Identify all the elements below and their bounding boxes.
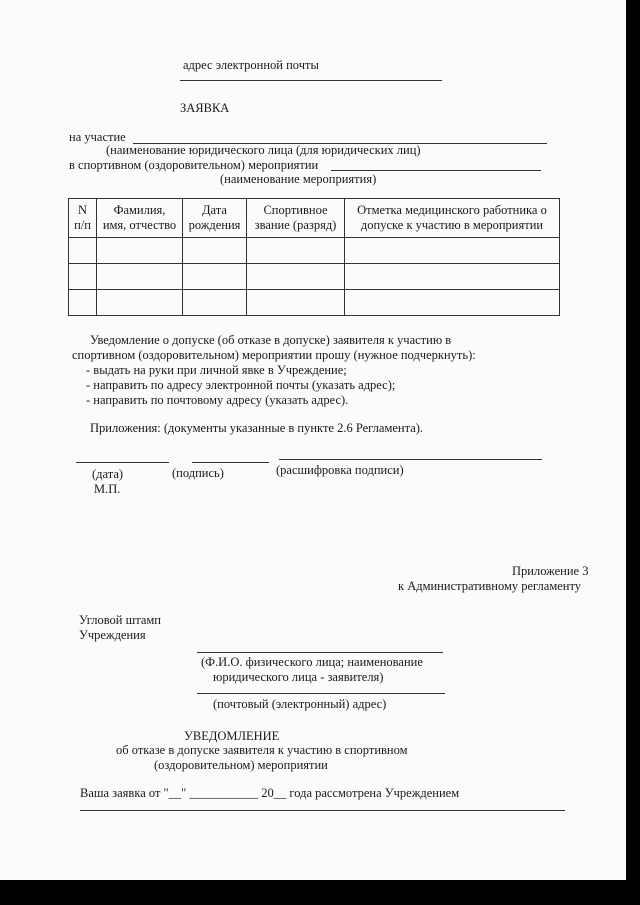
appendix-subtitle: к Административному регламенту — [398, 579, 582, 593]
table-cell — [345, 238, 560, 264]
table-cell — [247, 264, 345, 290]
sign-decoding-label: (расшифровка подписи) — [276, 463, 404, 477]
email-line — [180, 80, 442, 81]
header-full-name: Фамилия, имя, отчество — [97, 199, 183, 238]
date-line — [76, 462, 169, 463]
header-medical-mark: Отметка медицинского работника о допуске к участию в мероприятии — [345, 199, 560, 238]
table-row — [69, 264, 560, 290]
table-header-row — [69, 199, 560, 238]
application-title: ЗАЯВКА — [180, 101, 230, 115]
signature-line — [192, 462, 269, 463]
header-number: N п/п — [69, 199, 97, 238]
event-hint: (наименование мероприятия) — [220, 172, 377, 186]
email-label: адрес электронной почты — [183, 58, 319, 72]
notification-subtitle-2: (оздоровительном) мероприятии — [154, 758, 328, 772]
notification-body-line — [80, 810, 565, 811]
address-line — [197, 693, 445, 694]
notice-line-1: Уведомление о допуске (об отказе в допуске) заявителя к участию в — [90, 333, 452, 347]
sign-signature-label: (подпись) — [172, 466, 224, 480]
decoding-line — [279, 459, 542, 460]
event-line — [331, 170, 541, 171]
table-cell — [97, 238, 183, 264]
stamp-line-1: Угловой штамп — [79, 613, 162, 627]
event-prefix: в спортивном (оздоровительном) мероприятии — [69, 158, 319, 172]
table-cell — [69, 238, 97, 264]
table-cell — [183, 290, 247, 316]
participation-prefix: на участие — [69, 130, 126, 144]
option-post: - направить по почтовому адресу (указать адрес). — [86, 393, 349, 407]
header-sport-rank: Спортивное звание (разряд) — [247, 199, 345, 238]
notification-subtitle-1: об отказе в допуске заявителя к участию в спортивном — [116, 743, 408, 757]
table-cell — [69, 290, 97, 316]
sign-date-label: (дата) — [92, 467, 124, 481]
table-cell — [183, 238, 247, 264]
table-cell — [69, 264, 97, 290]
appendix-title: Приложение 3 — [512, 564, 589, 578]
applicant-line — [197, 652, 443, 653]
table-row — [69, 238, 560, 264]
table-cell — [345, 264, 560, 290]
applicant-hint-1: (Ф.И.О. физического лица; наименование — [201, 655, 423, 669]
table-cell — [247, 290, 345, 316]
legal-entity-hint: (наименование юридического лица (для юридических лиц) — [106, 143, 421, 157]
stamp-line-2: Учреждения — [79, 628, 146, 642]
table-cell — [183, 264, 247, 290]
option-in-person: - выдать на руки при личной явке в Учреждение; — [86, 363, 347, 377]
table-cell — [97, 290, 183, 316]
table-cell — [247, 238, 345, 264]
table-cell — [345, 290, 560, 316]
notification-title: УВЕДОМЛЕНИЕ — [184, 729, 280, 743]
applicant-hint-2: юридического лица - заявителя) — [213, 670, 384, 684]
seal-label: М.П. — [94, 482, 121, 496]
notice-line-2: спортивном (оздоровительном) мероприятии прошу (нужное подчеркнуть): — [72, 348, 476, 362]
attachments-text: Приложения: (документы указанные в пункте 2.6 Регламента). — [90, 421, 424, 435]
header-birth-date: Дата рождения — [183, 199, 247, 238]
option-email: - направить по адресу электронной почты (указать адрес); — [86, 378, 396, 392]
address-hint: (почтовый (электронный) адрес) — [213, 697, 387, 711]
participants-table — [68, 198, 560, 316]
table-row — [69, 290, 560, 316]
table-cell — [97, 264, 183, 290]
notification-body: Ваша заявка от "__" ___________ 20__ года рассмотрена Учреждением — [80, 786, 460, 800]
